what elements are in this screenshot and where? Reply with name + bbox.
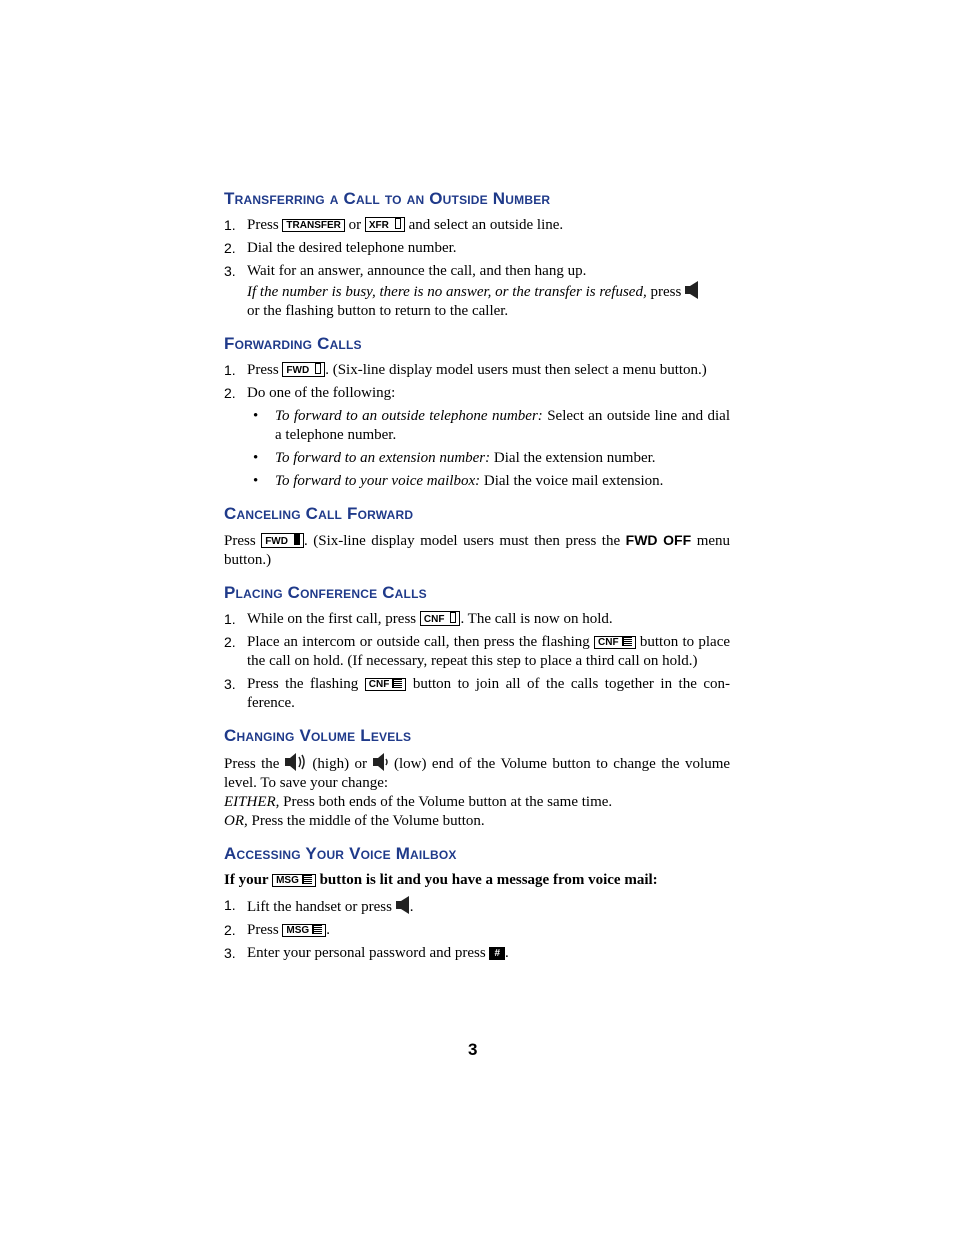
manual-page — [224, 188, 730, 975]
heading-forward: Forwarding Calls — [224, 334, 362, 353]
list-item: 3. Wait for an answer, announce the call, and then hang up. If the number is busy, there is no answer, or the transfer is refused, press or the flashing button to return to the caller. — [224, 262, 730, 321]
conference-steps — [224, 610, 730, 713]
speaker-icon — [685, 281, 699, 299]
mailbox-steps — [224, 896, 730, 963]
list-item: 3. Press the flashing CNF button to join all of the calls together in the con-ference. — [224, 676, 731, 711]
cnf-key-flashing: CNF — [365, 678, 407, 691]
lamp-icon — [395, 218, 401, 229]
list-item: 1. While on the first call, press CNF . The call is now on hold. — [224, 611, 613, 627]
list-item: 3. Enter your personal password and press # . — [224, 945, 509, 961]
cnf-key-flashing: CNF — [594, 636, 636, 649]
cancel-text: Press FWD . (Six-line display model users must then press the FWD OFF menu button.) — [224, 532, 731, 568]
list-item: 1. Press TRANSFER or XFR and select an outside line. — [224, 217, 564, 233]
list-item: 1. Lift the handset or press . — [224, 897, 414, 915]
heading-mailbox: Accessing Your Voice Mailbox — [224, 844, 457, 863]
flashing-icon — [622, 637, 632, 646]
volume-high-icon — [285, 753, 307, 771]
fwd-key: FWD — [261, 533, 304, 548]
lamp-icon — [294, 534, 300, 545]
lamp-icon — [450, 612, 456, 623]
list-item: • To forward to an outside telephone number: Select an outside line and dial a telephone number. — [253, 408, 731, 443]
flashing-icon — [312, 925, 322, 934]
section-transfer — [224, 188, 730, 321]
list-item: 2. Press MSG . — [224, 922, 330, 938]
lamp-icon — [315, 363, 321, 374]
list-item: 2. Do one of the following: • To forward to an outside telephone number: Select an outside line and dial a telephone number. • To forward to an extension number: Dial the extension number. • To forward to your voice mailbox: Dial the voice mail extension. — [224, 385, 731, 489]
transfer-key: TRANSFER — [282, 219, 344, 232]
msg-key: MSG — [282, 924, 326, 937]
msg-key: MSG — [272, 874, 316, 887]
mailbox-intro: If your MSG button is lit and you have a message from voice mail: — [224, 872, 658, 888]
list-item: 2. Place an intercom or outside call, then press the flashing CNF button to place the call on hold. (If necessary, repeat this step to place a third call on hold.) — [224, 634, 731, 669]
forward-steps — [224, 361, 730, 491]
heading-volume: Changing Volume Levels — [224, 726, 412, 745]
cnf-key: CNF — [420, 611, 461, 626]
heading-transfer: Transferring a Call to an Outside Number — [224, 189, 551, 208]
section-conference — [224, 582, 730, 713]
forward-options — [247, 407, 730, 491]
section-volume — [224, 725, 730, 831]
volume-either: EITHER, Press both ends of the Volume button at the same time. — [224, 794, 613, 810]
list-item: 2. Dial the desired telephone number. — [224, 240, 457, 256]
volume-low-icon — [373, 753, 389, 771]
section-mailbox — [224, 843, 730, 963]
list-item: 1. Press FWD . (Six-line display model users must then select a menu button.) — [224, 362, 707, 378]
hash-key: # — [489, 947, 505, 960]
flashing-icon — [302, 875, 312, 884]
section-forward — [224, 333, 730, 491]
heading-cancel: Canceling Call Forward — [224, 504, 414, 523]
section-cancel — [224, 503, 730, 570]
volume-or: OR, Press the middle of the Volume button. — [224, 813, 485, 829]
page-number: 3 — [468, 1040, 478, 1059]
list-item: • To forward to an extension number: Dial the extension number. — [253, 450, 656, 466]
speaker-icon — [396, 896, 410, 914]
volume-text: Press the (high) or (low) end of the Volume button to change the volume level. To save your change: — [224, 753, 730, 793]
flashing-icon — [392, 679, 402, 688]
heading-conference: Placing Conference Calls — [224, 583, 427, 602]
list-item: • To forward to your voice mailbox: Dial the voice mail extension. — [253, 473, 664, 489]
xfr-key: XFR — [365, 217, 405, 232]
fwd-key: FWD — [282, 362, 325, 377]
transfer-steps — [224, 216, 730, 321]
